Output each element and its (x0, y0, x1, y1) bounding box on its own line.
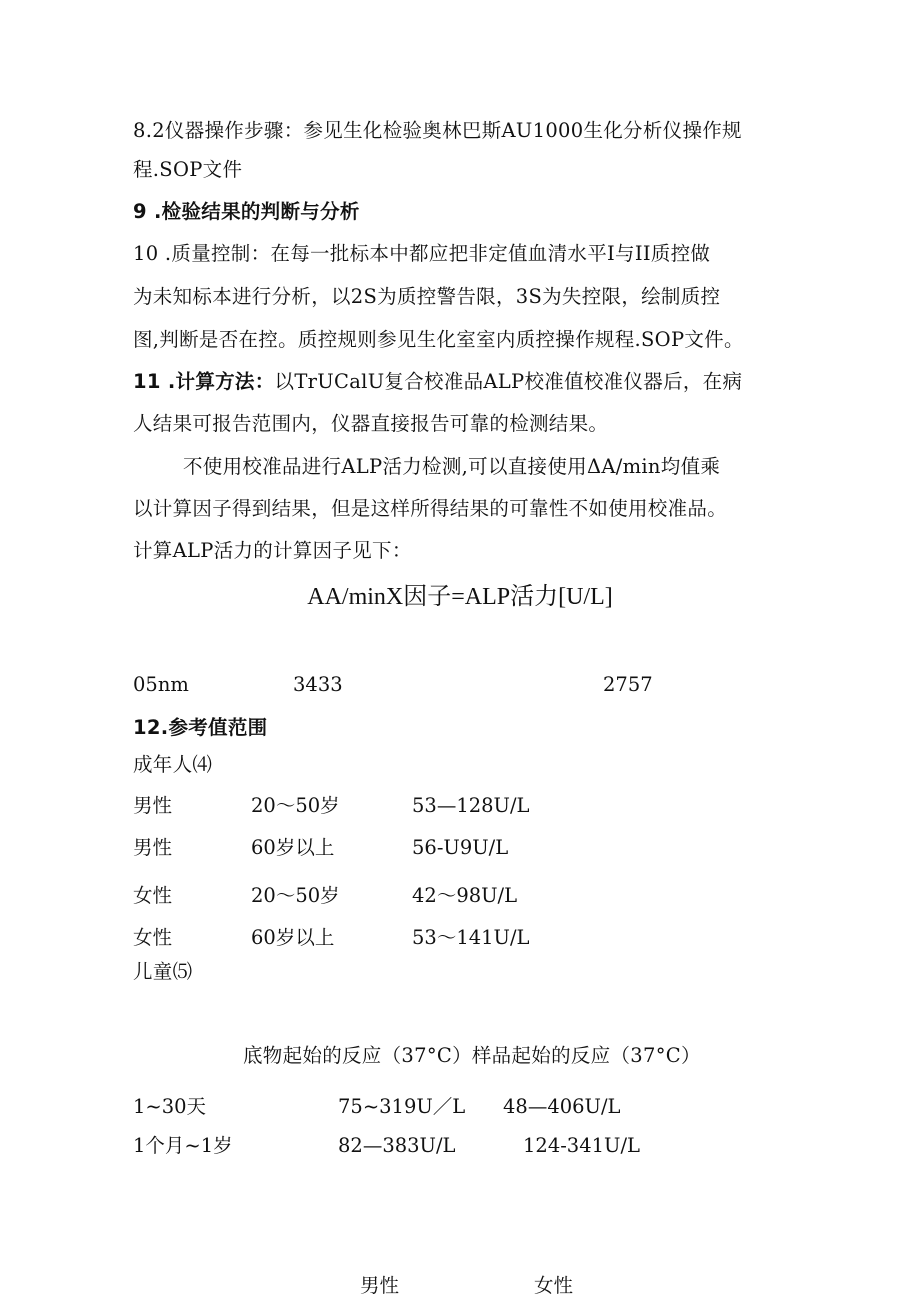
child-row-2-substrate: 82—383U/L (338, 1134, 456, 1157)
section-11-line-1 (133, 369, 742, 395)
adult-row-1-sex: 男性 (133, 794, 173, 817)
section-11-line-2: 人结果可报告范围内，仪器直接报告可靠的检测结果。 (133, 412, 609, 435)
adult-row-3-range: 42～98U/L (412, 884, 518, 907)
factor-wavelength: 05nm (133, 673, 189, 696)
section-10-line-3: 图,判断是否在控。质控规则参见生化室室内质控操作规程.SOP文件。 (133, 328, 744, 351)
adult-row-3-age: 20～50岁 (251, 884, 340, 907)
section-10-line-1: 10 .质量控制：在每一批标本中都应把非定值血清水平Ⅰ与II质控做 (133, 242, 711, 265)
adult-row-4-sex: 女性 (133, 926, 173, 949)
adult-row-1-age: 20～50岁 (251, 794, 340, 817)
bottom-header-male: 男性 (360, 1274, 400, 1297)
section-8-2-line-1: 8.2仪器操作步骤：参见生化检验奥林巴斯AU1000生化分析仪操作规 (133, 119, 742, 142)
factor-value-2: 2757 (603, 673, 653, 696)
adult-row-2-age: 60岁以上 (251, 836, 335, 859)
adult-row-3-sex: 女性 (133, 884, 173, 907)
factor-value-1: 3433 (293, 673, 343, 696)
child-row-1-sample: 48—406U/L (503, 1095, 621, 1118)
section-11-heading: 11 .计算方法： (133, 370, 275, 393)
calc-paragraph-line-3: 计算ALP活力的计算因子见下： (133, 539, 412, 562)
child-row-2-sample: 124-341U/L (523, 1134, 640, 1157)
child-row-1-age: 1~30天 (133, 1095, 207, 1118)
child-label: 儿童⑸ (133, 960, 193, 983)
section-9-heading: 9 .检验结果的判断与分析 (133, 200, 360, 223)
adult-row-2-range: 56-U9U/L (412, 836, 509, 859)
section-8-2-line-2: 程.SOP文件 (133, 158, 243, 181)
child-table-header: 底物起始的反应（37°C）样品起始的反应（37°C） (243, 1044, 701, 1067)
calc-paragraph-line-1: 不使用校准品进行ALP活力检测,可以直接使用ΔA/min均值乘 (183, 455, 721, 478)
child-row-2-age: 1个月~1岁 (133, 1134, 233, 1157)
child-row-1-substrate: 75~319U／L (338, 1095, 466, 1118)
adult-row-4-age: 60岁以上 (251, 926, 335, 949)
adult-row-2-sex: 男性 (133, 836, 173, 859)
adult-row-1-range: 53—128U/L (412, 794, 530, 817)
calc-paragraph-line-2: 以计算因子得到结果，但是这样所得结果的可靠性不如使用校准品。 (133, 497, 728, 520)
section-10-line-2: 为未知标本进行分析，以2S为质控警告限，3S为失控限，绘制质控 (133, 285, 721, 308)
section-12-heading: 12.参考值范围 (133, 716, 268, 739)
bottom-header-female: 女性 (534, 1274, 574, 1297)
section-11-text: 以TrUCalU复合校准品ALP校准值校准仪器后，在病 (274, 370, 743, 393)
calc-formula: AA/minX因子=ALP活力[U/L] (307, 584, 613, 610)
adult-label: 成年人⑷ (133, 753, 213, 776)
adult-row-4-range: 53～141U/L (412, 926, 530, 949)
